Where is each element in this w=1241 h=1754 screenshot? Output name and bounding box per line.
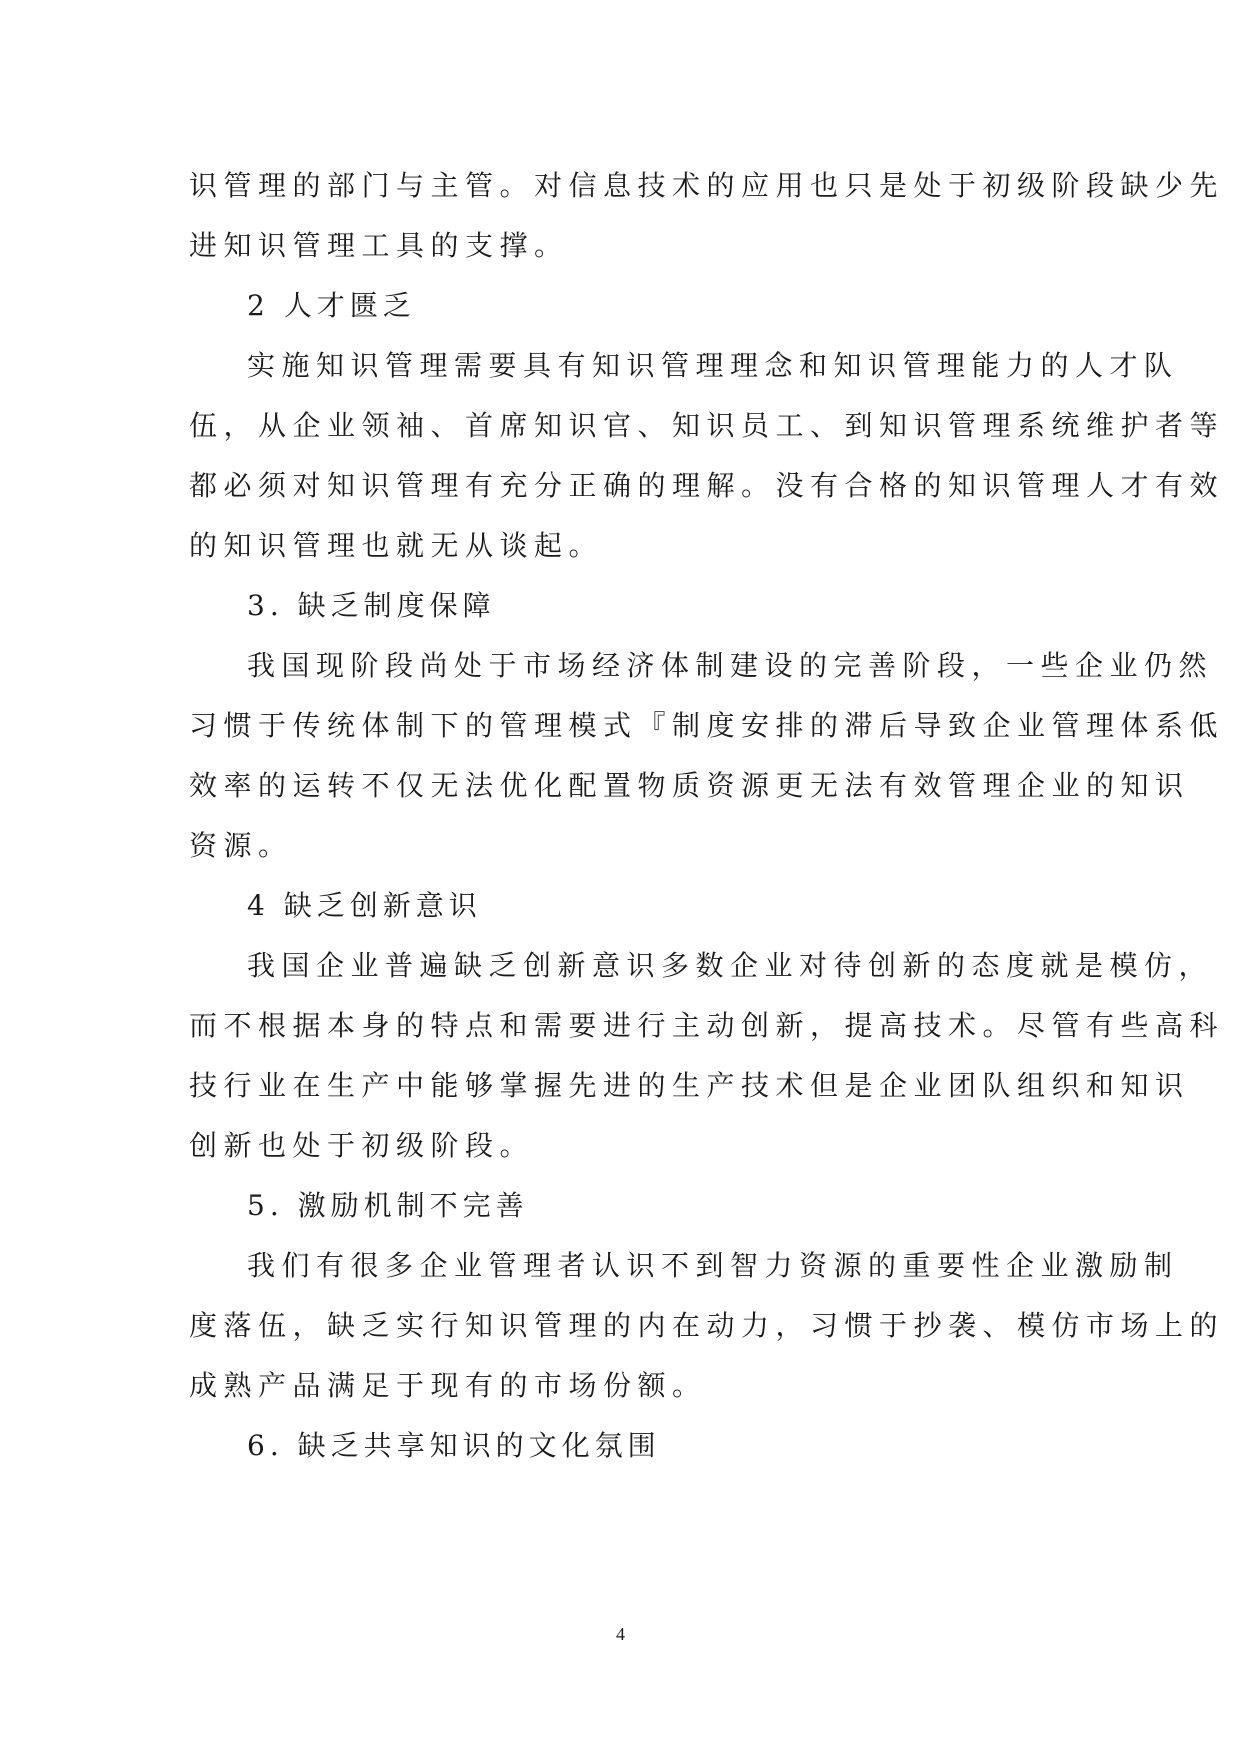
body-text: [189, 156, 1225, 1476]
paragraph-line: 伍，从企业领袖、首席知识官、知识员工、到知识管理系统维护者等: [189, 409, 1225, 442]
page-number: 4: [616, 1624, 625, 1644]
paragraph-line: 创新也处于初级阶段。: [189, 1129, 535, 1162]
section-heading: 3. 缺乏制度保障: [247, 589, 496, 622]
paragraph-line: 识管理的部门与主管。对信息技术的应用也只是处于初级阶段缺少先: [189, 169, 1225, 202]
paragraph-line: 资源。: [189, 829, 293, 862]
paragraph-line: 效率的运转不仅无法优化配置物质资源更无法有效管理企业的知识: [189, 769, 1190, 802]
section-heading: 4 缺乏创新意识: [247, 889, 482, 922]
paragraph-line: 我国企业普遍缺乏创新意识多数企业对待创新的态度就是模仿，: [247, 949, 1214, 982]
paragraph-line: 成熟产品满足于现有的市场份额。: [189, 1369, 707, 1402]
paragraph-line: 而不根据本身的特点和需要进行主动创新，提高技术。尽管有些高科: [189, 1009, 1225, 1042]
section-heading: 2 人才匮乏: [247, 289, 416, 322]
section-heading: 5. 激励机制不完善: [247, 1189, 529, 1222]
section-heading: 6. 缺乏共享知识的文化氛围: [247, 1429, 661, 1462]
paragraph-line: 实施知识管理需要具有知识管理理念和知识管理能力的人才队: [247, 349, 1179, 382]
paragraph-line: 进知识管理工具的支撑。: [189, 229, 569, 262]
paragraph-line: 我们有很多企业管理者认识不到智力资源的重要性企业激励制: [247, 1249, 1179, 1282]
paragraph-line: 都必须对知识管理有充分正确的理解。没有合格的知识管理人才有效: [189, 469, 1225, 502]
paragraph-line: 技行业在生产中能够掌握先进的生产技术但是企业团队组织和知识: [189, 1069, 1190, 1102]
paragraph-line: 的知识管理也就无从谈起。: [189, 529, 604, 562]
paragraph-line: 度落伍，缺乏实行知识管理的内在动力，习惯于抄袭、模仿市场上的: [189, 1309, 1225, 1342]
paragraph-line: 我国现阶段尚处于市场经济体制建设的完善阶段，一些企业仍然: [247, 649, 1214, 682]
paragraph-line: 习惯于传统体制下的管理模式『制度安排的滞后导致企业管理体系低: [189, 709, 1225, 742]
